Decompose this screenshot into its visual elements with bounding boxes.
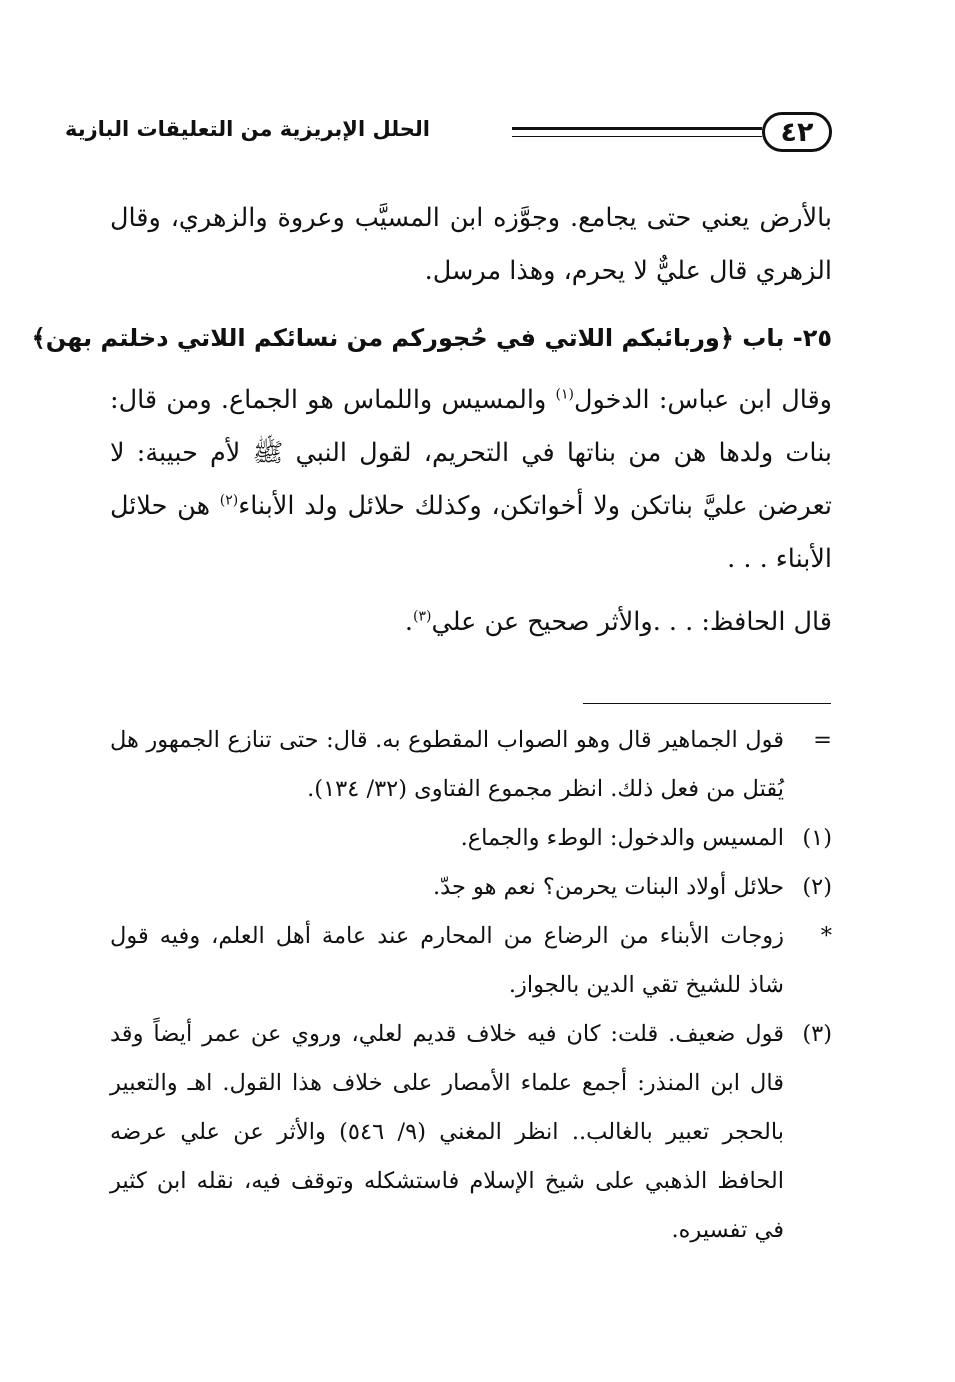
ornate-bracket-close: ﴾	[31, 324, 46, 352]
chapter-number: ٢٥- باب	[742, 324, 832, 352]
footnote-text: قول ضعيف. قلت: كان فيه خلاف قديم لعلي، وروي عن عمر أيضاً وقد قال ابن المنذر: أجمع علماء الأمصار على خلاف هذا القول. اهـ والتعبير بالحجر تعبير بالغالب.. انظر المغني (٩/ ٥٤٦) والأثر عن علي عرضه الحافظ الذهبي على شيخ الإسلام فاستشكله وتوقف فيه، نقله ابن كثير في تفسيره.	[110, 1021, 785, 1243]
running-title: الحلل الإبريزية من التعليقات البازية	[64, 117, 430, 141]
page-header	[64, 112, 832, 158]
paragraph: بالأرض يعني حتى يجامع. وجوَّزه ابن المسيَّب وعروة والزهري، وقال الزهري قال عليٌّ لا يحرم، وهذا مرسل.	[110, 203, 832, 286]
header-rule	[512, 127, 762, 137]
footnote-separator	[583, 703, 831, 704]
main-text	[31, 192, 832, 649]
paragraph	[110, 596, 832, 649]
chapter-verse: وربائبكم اللاتي في حُجوركم من نسائكم اللاتي دخلتم بهن	[45, 324, 720, 352]
footnote-text: زوجات الأبناء من الرضاع من المحارم عند عامة أهل العلم، وفيه قول شاذ للشيخ تقي الدين بالجواز.	[110, 923, 784, 998]
footnote-marker: *	[820, 923, 832, 949]
footnote	[110, 863, 832, 912]
footnotes	[110, 716, 832, 1255]
footnote-ref[interactable]: (١)	[555, 386, 574, 403]
footnote-marker: =	[813, 727, 832, 753]
text-run: .	[404, 607, 413, 637]
paragraph	[110, 374, 832, 586]
footnote	[110, 912, 832, 1010]
footnote-marker: (٢)	[802, 874, 832, 900]
footnote-text: المسيس والدخول: الوطء والجماع.	[460, 825, 784, 851]
footnote-text: حلائل أولاد البنات يحرمن؟ نعم هو جدّ.	[432, 874, 784, 900]
footnote	[110, 814, 832, 863]
ornate-bracket-open: ﴿	[719, 324, 734, 352]
text-run: هن حلائل الأبناء . . .	[110, 491, 832, 574]
footnote-marker: (١)	[802, 825, 832, 851]
footnote-ref[interactable]: (٣)	[413, 608, 432, 625]
footnote	[110, 1010, 832, 1255]
text-run: وقال ابن عباس: الدخول	[573, 385, 832, 415]
page-number: ٤٢	[762, 112, 832, 152]
footnote-text: قول الجماهير قال وهو الصواب المقطوع به. قال: حتى تنازع الجمهور هل يُقتل من فعل ذلك. انظر مجموع الفتاوى (٣٢/ ١٣٤).	[110, 727, 784, 802]
text-run: والمسيس واللماس هو الجماع. ومن قال: بنات ولدها هن من بناتها في التحريم، لقول النبي ﷺ لأم حبيبة: لا تعرضن عليَّ بناتكن ولا أخواتكن، وكذلك حلائل ولد الأبناء	[110, 385, 832, 521]
footnote	[110, 716, 832, 814]
footnote-ref[interactable]: (٢)	[219, 492, 239, 509]
chapter-heading	[31, 308, 832, 368]
footnote-marker: (٣)	[802, 1021, 832, 1047]
text-run: قال الحافظ: . . .والأثر صحيح عن علي	[431, 607, 832, 637]
